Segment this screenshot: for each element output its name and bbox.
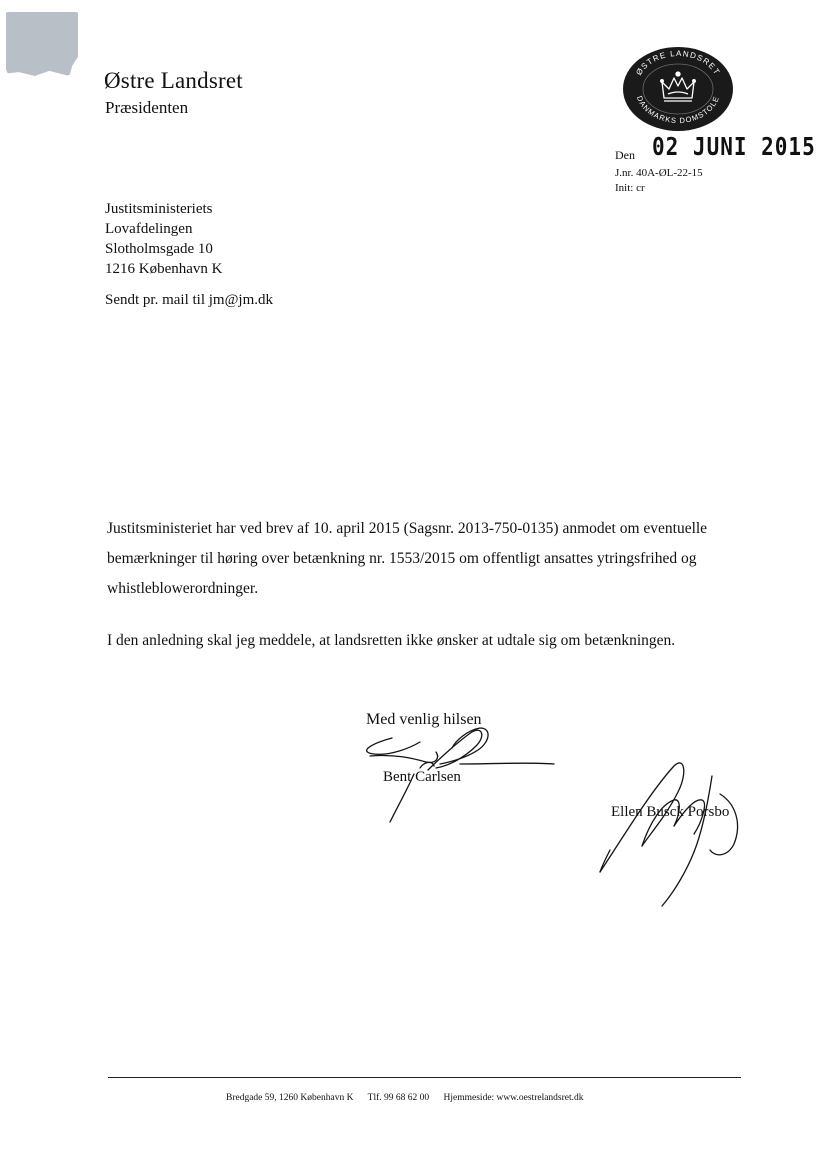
signature-2 <box>590 752 760 912</box>
footer-address: Bredgade 59, 1260 København K <box>226 1093 354 1103</box>
recipient-line: Lovafdelingen <box>105 221 193 237</box>
sent-via-line: Sendt pr. mail til jm@jm.dk <box>105 292 273 308</box>
footer-phone: Tlf. 99 68 62 00 <box>367 1093 430 1103</box>
recipient-line: 1216 København K <box>105 261 223 277</box>
closing-greeting: Med venlig hilsen <box>366 711 482 728</box>
initials: Init: cr <box>615 182 645 194</box>
body-paragraph-2: I den anledning skal jeg meddele, at landsretten ikke ønsker at udtale sig om betænkningen. <box>107 632 676 649</box>
date-stamp: 02 JUNI 2015 <box>652 132 816 161</box>
seal-bottom-text: DANMARKS DOMSTOLE <box>634 94 722 126</box>
scan-corner-mark <box>6 12 78 76</box>
footer-divider <box>108 1077 741 1078</box>
recipient-address <box>105 199 222 279</box>
body-paragraph-1: Justitsministeriet har ved brev af 10. april 2015 (Sagsnr. 2013-750-0135) anmodet om eventuelle bemærkninger til høring over betænkning nr. 1553/2015 om offentligt ansattes ytringsfrihed og whistleblowerordninger. <box>107 520 708 597</box>
recipient-line: Justitsministeriets <box>105 201 213 217</box>
court-subtitle: Præsidenten <box>105 98 189 117</box>
journal-number: J.nr. 40A-ØL-22-15 <box>615 167 703 179</box>
court-name: Østre Landsret <box>104 68 243 93</box>
journal-block <box>615 166 703 196</box>
footer <box>226 1093 596 1103</box>
recipient-line: Slotholmsgade 10 <box>105 241 213 257</box>
signatory-name-2: Ellen Busck Porsbo <box>611 804 730 820</box>
footer-website: Hjemmeside: www.oestrelandsret.dk <box>443 1093 584 1103</box>
date-label: Den <box>615 148 635 162</box>
signatory-name-1: Bent Carlsen <box>383 769 461 785</box>
court-seal <box>622 46 734 132</box>
seal-top-text: ØSTRE LANDSRET <box>634 48 722 77</box>
